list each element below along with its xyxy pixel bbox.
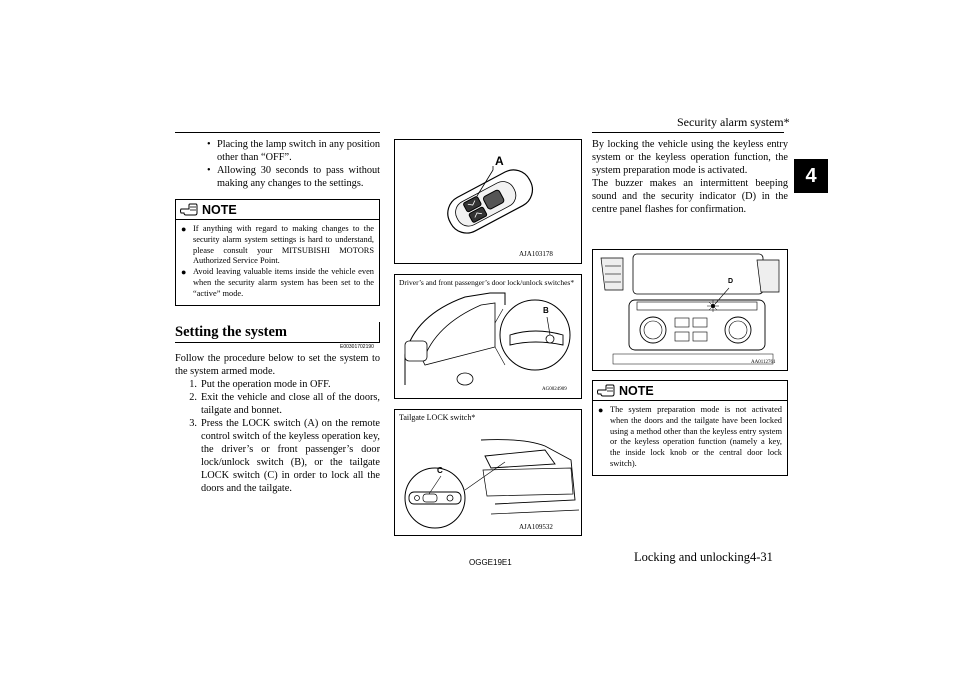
centre-panel-illustration [593,250,787,370]
bullet-item: • Placing the lamp switch in any position other than “OFF”. [207,139,380,163]
bullet-item: • Allowing 30 seconds to pass without making any changes to the settings. [207,165,380,189]
note-header [176,200,379,220]
figure-id: AJA103178 [519,250,553,258]
procedure-step: 1. Put the operation mode in OFF. [189,379,331,390]
figure-label-a: A [495,154,504,168]
page-number: 4-31 [750,550,773,564]
figure-id: AG0024909 [542,387,567,392]
section-heading [175,322,380,343]
hand-pointer-icon [597,384,615,397]
bullet-dot: • [207,165,211,176]
top-rule [175,132,380,133]
note-label: NOTE [202,202,237,217]
paragraph: The buzzer makes an intermittent beeping sound and the security indicator (D) in the centre panel flashes for confirmation. [592,178,788,215]
section-rule-tick [379,322,380,342]
note-label: NOTE [619,383,654,398]
section-code: E00301702190 [340,344,374,350]
tailgate-illustration [395,410,581,535]
note-box-right [592,380,788,476]
note-item: ● Avoid leaving valuable items inside the vehicle even when the security alarm system has been set to the “active” mode. [181,267,374,298]
note-bullet: ● [181,267,187,278]
note-bullet: ● [598,405,604,415]
procedure-steps [175,378,380,495]
note-box-left [175,199,380,306]
figure-tailgate-switch [394,409,582,536]
figure-caption: Tailgate LOCK switch* [399,413,476,422]
chapter-tab: 4 [794,159,828,193]
figure-caption: Driver’s and front passenger’s door lock/unlock switches* [399,278,575,287]
footer-doc-code: OGGE19E1 [469,558,512,567]
figure-id: AA0112761 [751,360,776,365]
paragraph: By locking the vehicle using the keyless entry system or the keyless operation function, the system preparation mode is activated. [592,139,788,176]
note-item: ● The system preparation mode is not activated when the doors and the tailgate have been locked using a method other than the keyless entry system or the keyless operation function (namely a key, the inside lock knob or the central door lock switch). [598,405,782,468]
left-column [175,138,380,190]
figure-label-d: D [728,278,734,285]
bullet-dot: • [207,139,211,150]
figure-centre-panel [592,249,788,371]
header-rule [592,132,784,133]
hand-pointer-icon [180,203,198,216]
note-header [593,381,787,401]
door-handle-illustration [395,275,581,398]
running-header-title: Security alarm system* [677,115,790,129]
note-bullet: ● [181,224,187,234]
section-title: Setting the system [175,324,287,340]
key-fob-illustration [395,140,581,263]
figure-label-c: C [437,466,443,475]
figure-id: AJA109532 [519,523,553,531]
note-body [176,220,379,305]
procedure-block [175,352,380,495]
figure-key-fob [394,139,582,264]
procedure-intro: Follow the procedure below to set the system to the system armed mode. [175,353,380,377]
note-body [593,401,787,475]
footer-section-name: Locking and unlocking [634,550,750,564]
figure-label-b: B [543,306,549,315]
note-item: ● If anything with regard to making changes to the security alarm system settings is hard to understand, please consult your MITSUBISHI MOTORS Authorized Service Point. [181,224,374,266]
figure-door-switch [394,274,582,399]
procedure-step: 3. Press the LOCK switch (A) on the remote control switch of the keyless operation key, the driver’s or front passenger’s door lock/unlock switch (B), or the tailgate LOCK switch (C) in order to lock all the doors and the tailgate. [189,418,380,494]
right-column [592,138,788,216]
procedure-step: 2. Exit the vehicle and close all of the doors, tailgate and bonnet. [189,392,380,416]
